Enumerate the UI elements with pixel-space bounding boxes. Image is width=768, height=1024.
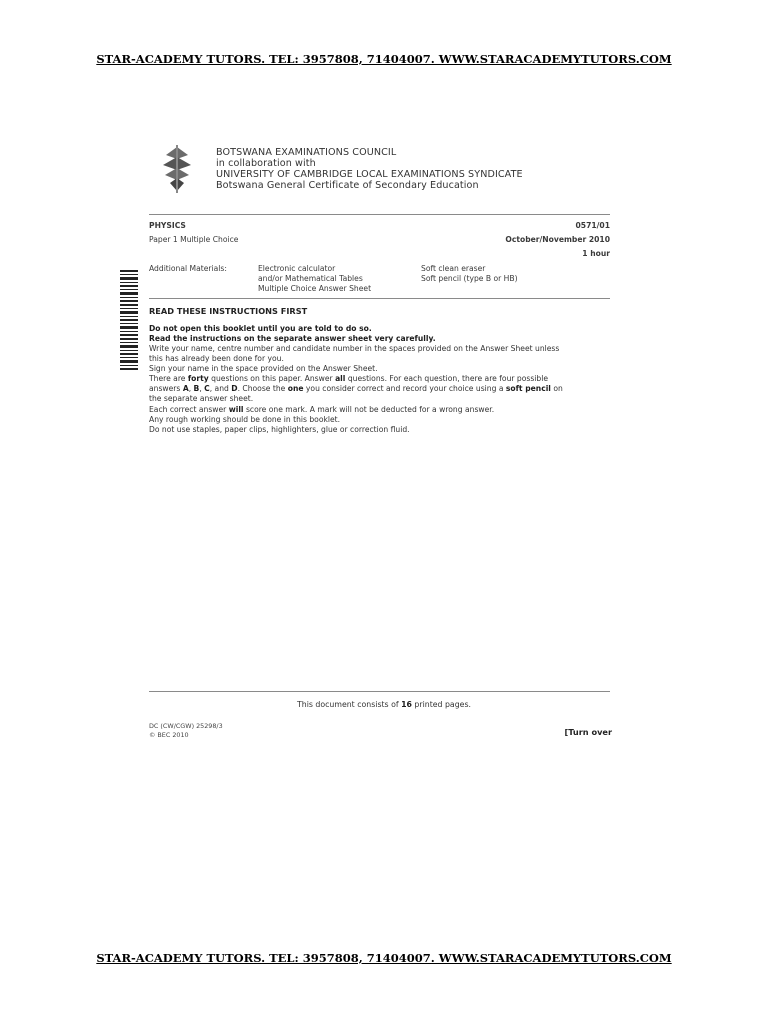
divider-middle (149, 298, 610, 299)
exam-duration: 1 hour (582, 249, 610, 258)
instruction-line-9: Each correct answer will score one mark. A mark will not be deducted for a wrong answer. (149, 405, 495, 414)
instruction-bold-2: Read the instructions on the separate answer sheet very carefully. (149, 334, 436, 343)
exam-code: 0571/01 (575, 221, 610, 230)
instruction-line-10: Any rough working should be done in this booklet. (149, 415, 341, 424)
divider-top (149, 214, 610, 215)
academy-banner-bottom: STAR-ACADEMY TUTORS. TEL: 3957808, 71404007. WWW.STARACADEMYTUTORS.COM (96, 951, 672, 965)
material-answer-sheet: Multiple Choice Answer Sheet (258, 284, 372, 293)
materials-label: Additional Materials: (149, 264, 227, 273)
instruction-line-8: the separate answer sheet. (149, 394, 254, 403)
exam-session: October/November 2010 (505, 235, 610, 244)
instruction-line-6: There are forty questions on this paper. Answer all questions. For each question, there are four possible (149, 374, 549, 383)
turn-over: [Turn over (564, 727, 612, 737)
page-count: This document consists of 16 printed pages. (296, 700, 471, 709)
exam-subject: PHYSICS (149, 221, 186, 230)
instruction-line-3: Write your name, centre number and candidate number in the spaces provided on the Answer Sheet unless (149, 344, 560, 353)
material-tables: and/or Mathematical Tables (258, 274, 363, 283)
material-calculator: Electronic calculator (258, 264, 336, 273)
copyright: © BEC 2010 (149, 731, 189, 739)
academy-banner-top: STAR-ACADEMY TUTORS. TEL: 3957808, 71404007. WWW.STARACADEMYTUTORS.COM (96, 52, 672, 66)
header-cambridge: UNIVERSITY OF CAMBRIDGE LOCAL EXAMINATIONS SYNDICATE (216, 169, 523, 180)
instruction-line-11: Do not use staples, paper clips, highlighters, glue or correction fluid. (149, 425, 410, 434)
instruction-line-5: Sign your name in the space provided on the Answer Sheet. (149, 364, 378, 373)
bec-logo-icon (158, 145, 196, 195)
material-eraser: Soft clean eraser (421, 264, 486, 273)
divider-bottom (149, 691, 610, 692)
instructions-heading: READ THESE INSTRUCTIONS FIRST (149, 306, 308, 316)
barcode-icon (118, 270, 140, 370)
header-council: BOTSWANA EXAMINATIONS COUNCIL (216, 147, 397, 158)
instruction-line-4: this has already been done for you. (149, 354, 284, 363)
instruction-line-7: answers A, B, C, and D. Choose the one you consider correct and record your choice using a soft pencil on (149, 384, 563, 393)
material-pencil: Soft pencil (type B or HB) (421, 274, 518, 283)
exam-paper: Paper 1 Multiple Choice (149, 235, 239, 244)
header-certificate: Botswana General Certificate of Secondary Education (216, 180, 479, 191)
document-reference: DC (CW/CGW) 25298/3 (149, 722, 223, 730)
header-collab: in collaboration with (216, 158, 316, 169)
instruction-bold-1: Do not open this booklet until you are told to do so. (149, 324, 372, 333)
